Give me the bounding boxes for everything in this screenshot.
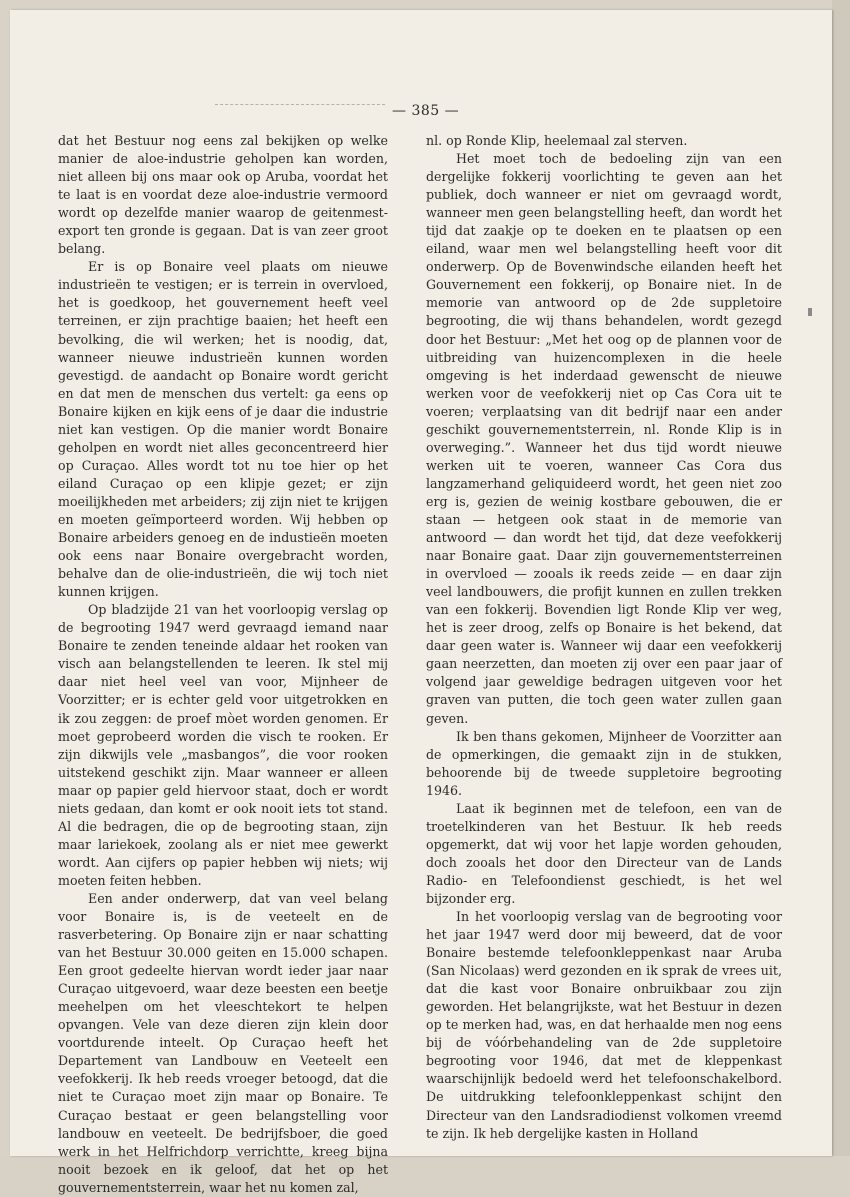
- paragraph: Een ander onderwerp, dat van veel belang voor Bonaire is, is de veeteelt en de rasverbetering. Op Bonaire zijn er naar schatting van het Bestuur 30.000 geiten en 15.000 schapen. Een groot gedeelte hiervan wordt ieder jaar naar Curaçao uitgevoerd, waar deze beesten een beetje meehelpen om het vleeschtekort te helpen opvangen. Vele van deze dieren zijn klein door voortdurende inteelt. Op Curaçao heeft het Departement van Landbouw en Veeteelt een veefokkerij. Ik heb reeds vroeger betoogd, dat die niet te Curaçao moet zijn maar op Bonaire. Te Curaçao bestaat er geen belangstelling voor landbouw en veeteelt. De bedrijfsboer, die goed werk in het Helfrichdorp verrichtte, kreeg bijna nooit bezoek en ik geloof, dat het op het gouvernementsterrein, waar het nu komen zal,: [58, 890, 388, 1195]
- right-column: [426, 132, 782, 1143]
- paragraph: dat het Bestuur nog eens zal bekijken op welke manier de aloe-industrie geholpen kan worden, niet alleen bij ons maar ook op Aruba, voordat het te laat is en voordat deze aloe-industrie vermoord wordt op dezelfde manier waarop de geitenmest-export ten gronde is gegaan. Dat is van zeer groot belang.: [58, 133, 388, 257]
- paragraph: Er is op Bonaire veel plaats om nieuwe industrieën te vestigen; er is terrein in overvloed, het is goedkoop, het gouvernement heeft veel terreinen, er zijn prachtige baaien; het heeft een bevolking, die wil werken; het is noodig, dat, wanneer nieuwe industrieën kunnen worden gevestigd. de aandacht op Bonaire wordt gericht en dat men de menschen dus vertelt: ga eens op Bonaire kijken en kijk eens of je daar die industrie niet kan vestigen. Op die manier wordt Bonaire geholpen en wordt niet alles geconcentreerd hier op Curaçao. Alles wordt tot nu toe hier op het eiland Curaçao op een klipje gezet; er zijn moeilijkheden met arbeiders; zij zijn niet te krijgen en moeten geïmporteerd worden. Wij hebben op Bonaire arbeiders genoeg en de industieën moeten ook eens naar Bonaire overgebracht worden, behalve dan de olie-industrieën, die wij toch niet kunnen krijgen.: [58, 259, 388, 600]
- page-number: — 385 —: [392, 103, 460, 119]
- header-rule: [215, 104, 385, 106]
- paragraph: Op bladzijde 21 van het voorloopig verslag op de begrooting 1947 werd gevraagd iemand naar Bonaire te zenden teneinde aldaar het rooken van visch aan belangstellenden te leeren. Ik stel mij daar niet heel veel van voor, Mijnheer de Voorzitter; er is echter geld voor uitgetrokken en ik zou zeggen: de proef mòet worden genomen. Er moet geprobeerd worden die visch te rooken. Er zijn dikwijls vele „masbangos”, die voor rooken uitstekend geschikt zijn. Maar wanneer er alleen maar op papier geld hiervoor staat, doch er wordt niets gedaan, dan komt er ook nooit iets tot stand. Al die bedragen, die op de begrooting staan, zijn maar lariekoek, zoolang als er niet mee gewerkt wordt. Aan cijfers op papier hebben wij niets; wij moeten feiten hebben.: [58, 602, 388, 888]
- margin-mark: [808, 308, 812, 316]
- left-column: [58, 132, 388, 1197]
- paragraph: Ik ben thans gekomen, Mijnheer de Voorzitter aan de opmerkingen, die gemaakt zijn in de stukken, behoorende bij de tweede suppletoire begrooting 1946.: [426, 728, 782, 798]
- paragraph: Het moet toch de bedoeling zijn van een dergelijke fokkerij voorlichting te geven aan het publiek, doch wanneer er niet om gevraagd wordt, wanneer men geen belangstelling heeft, dan wordt het tijd dat zaakje op te doeken en te plaatsen op een eiland, waar men wel belangstelling heeft voor dit onderwerp. Op de Bovenwindsche eilanden heeft het Gouvernement een fokkerij, op Bonaire niet. In de memorie van antwoord op de 2de suppletoire begrooting, die wij thans behandelen, wordt gezegd door het Bestuur: „Met het oog op de plannen voor de uitbreiding van huizencomplexen in die heele omgeving is het inderdaad gewenscht de nieuwe werken voor de veefokkerij niet op Cas Cora uit te voeren; verplaatsing van dit bedrijf naar een ander geschikt gouvernementsterrein, nl. Ronde Klip is in overweging.”. Wanneer het dus tijd wordt nieuwe werken uit te voeren, wanneer Cas Cora dus langzamerhand geliquideerd wordt, het geen niet zoo erg is, gezien de weinig kostbare gebouwen, die er staan — hetgeen ook staat in de memorie van antwoord — dan wordt het tijd, dat deze veefokkerij naar Bonaire gaat. Daar zijn gouvernementsterreinen in overvloed — zooals ik reeds zeide — en daar zijn veel landbouwers, die profijt kunnen en zullen trekken van een fokkerij. Bovendien ligt Ronde Klip ver weg, het is zeer droog, zelfs op Bonaire is het bekend, dat daar geen water is. Wanneer wij daar een veefokkerij gaan neerzetten, dan moeten zij over een paar jaar of volgend jaar geweldige bedragen uitgeven voor het graven van putten, die toch geen water zullen gaan geven.: [426, 151, 782, 726]
- paragraph: nl. op Ronde Klip, heelemaal zal sterven.: [426, 133, 688, 148]
- page-edge: [832, 0, 850, 1156]
- paragraph: Laat ik beginnen met de telefoon, een van de troetelkinderen van het Bestuur. Ik heb reeds opgemerkt, dat wij voor het lapje worden gehouden, doch zooals het door den Directeur van de Lands Radio- en Telefoondienst geschiedt, is het wel bijzonder erg.: [426, 800, 782, 906]
- paragraph: In het voorloopig verslag van de begrooting voor het jaar 1947 werd door mij beweerd, dat de voor Bonaire bestemde telefoonkleppenkast naar Aruba (San Nicolaas) werd gezonden en ik sprak de vrees uit, dat die kast voor Bonaire onbruikbaar zou zijn geworden. Het belangrijkste, wat het Bestuur in dezen op te merken had, was, en dat herhaalde men nog eens bij de vóórbehandeling van de 2de suppletoire begrooting voor 1946, dat met de kleppenkast waarschijnlijk bedoeld werd het telefoonschakelbord. De uitdrukking telefoonkleppenkast schijnt den Directeur van den Landsradiodienst volkomen vreemd te zijn. Ik heb dergelijke kasten in Holland: [426, 909, 782, 1141]
